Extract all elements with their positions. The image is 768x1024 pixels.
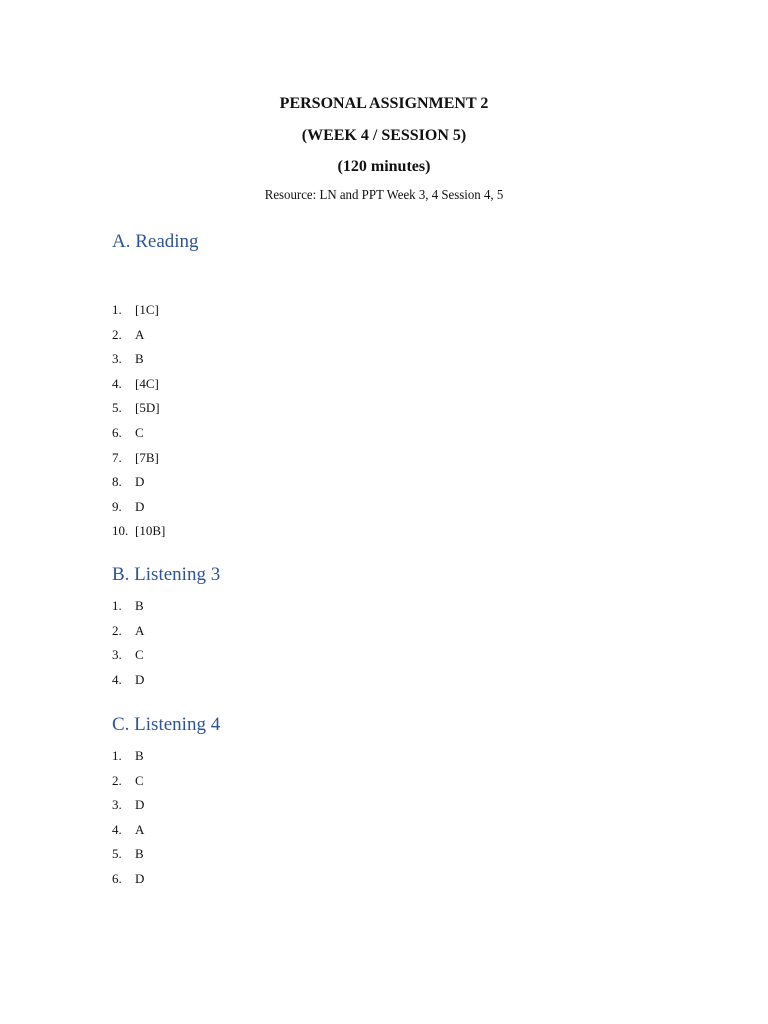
item-number: 4.	[112, 375, 122, 391]
item-answer: B	[135, 598, 144, 613]
item-number: 4.	[112, 671, 122, 687]
list-item	[112, 425, 165, 450]
item-answer: [4C]	[135, 375, 159, 391]
list-item	[112, 450, 165, 475]
item-number: 5.	[112, 846, 122, 862]
list-item	[112, 400, 165, 425]
item-number: 3.	[112, 647, 122, 663]
item-answer: A	[135, 326, 145, 342]
item-number: 3.	[112, 351, 122, 367]
assignment-subtitle: (WEEK 4 / SESSION 5)	[301, 127, 467, 144]
list-item	[112, 773, 144, 798]
list-item	[112, 598, 144, 623]
list-item	[112, 672, 144, 697]
list-item	[112, 647, 144, 672]
item-number: 1.	[112, 302, 122, 317]
item-answer: A	[135, 622, 145, 638]
section-heading-reading: A. Reading	[112, 231, 199, 252]
item-number: 2.	[112, 326, 122, 342]
item-answer: [7B]	[135, 449, 159, 465]
list-item	[112, 351, 165, 376]
list-item	[112, 376, 165, 401]
answer-list-reading	[112, 302, 165, 548]
list-item	[112, 302, 165, 327]
list-item	[112, 523, 165, 548]
answer-list-listening-4	[112, 748, 144, 896]
list-item	[112, 327, 165, 352]
item-answer: B	[135, 351, 144, 367]
item-answer: D	[135, 474, 145, 490]
assignment-title: PERSONAL ASSIGNMENT 2	[279, 95, 489, 112]
item-number: 4.	[112, 821, 122, 837]
list-item	[112, 846, 144, 871]
item-answer: B	[135, 748, 144, 763]
item-number: 6.	[112, 870, 122, 886]
item-number: 10.	[112, 523, 129, 539]
list-item	[112, 474, 165, 499]
assignment-duration: (120 minutes)	[337, 158, 431, 175]
item-number: 1.	[112, 748, 122, 763]
item-number: 2.	[112, 622, 122, 638]
item-number: 9.	[112, 498, 122, 514]
item-answer: C	[135, 772, 144, 788]
list-item	[112, 499, 165, 524]
list-item	[112, 623, 144, 648]
list-item	[112, 871, 144, 896]
item-number: 5.	[112, 400, 122, 416]
list-item	[112, 797, 144, 822]
item-answer: B	[135, 846, 144, 862]
resource-note: Resource: LN and PPT Week 3, 4 Session 4, 5	[264, 188, 504, 203]
item-answer: A	[135, 821, 145, 837]
item-answer: [1C]	[135, 302, 159, 317]
list-item	[112, 822, 144, 847]
item-number: 7.	[112, 449, 122, 465]
item-number: 1.	[112, 598, 122, 613]
item-answer: D	[135, 671, 145, 687]
section-heading-listening-4: C. Listening 4	[112, 714, 221, 735]
item-number: 8.	[112, 474, 122, 490]
item-answer: C	[135, 424, 144, 440]
item-answer: [5D]	[135, 400, 160, 416]
item-answer: D	[135, 498, 145, 514]
list-item	[112, 748, 144, 773]
item-answer: D	[135, 870, 145, 886]
item-answer: [10B]	[135, 523, 166, 539]
item-number: 3.	[112, 797, 122, 813]
section-heading-listening-3: B. Listening 3	[112, 564, 221, 585]
item-number: 6.	[112, 424, 122, 440]
item-answer: C	[135, 647, 144, 663]
answer-list-listening-3	[112, 598, 144, 696]
item-number: 2.	[112, 772, 122, 788]
item-answer: D	[135, 797, 145, 813]
